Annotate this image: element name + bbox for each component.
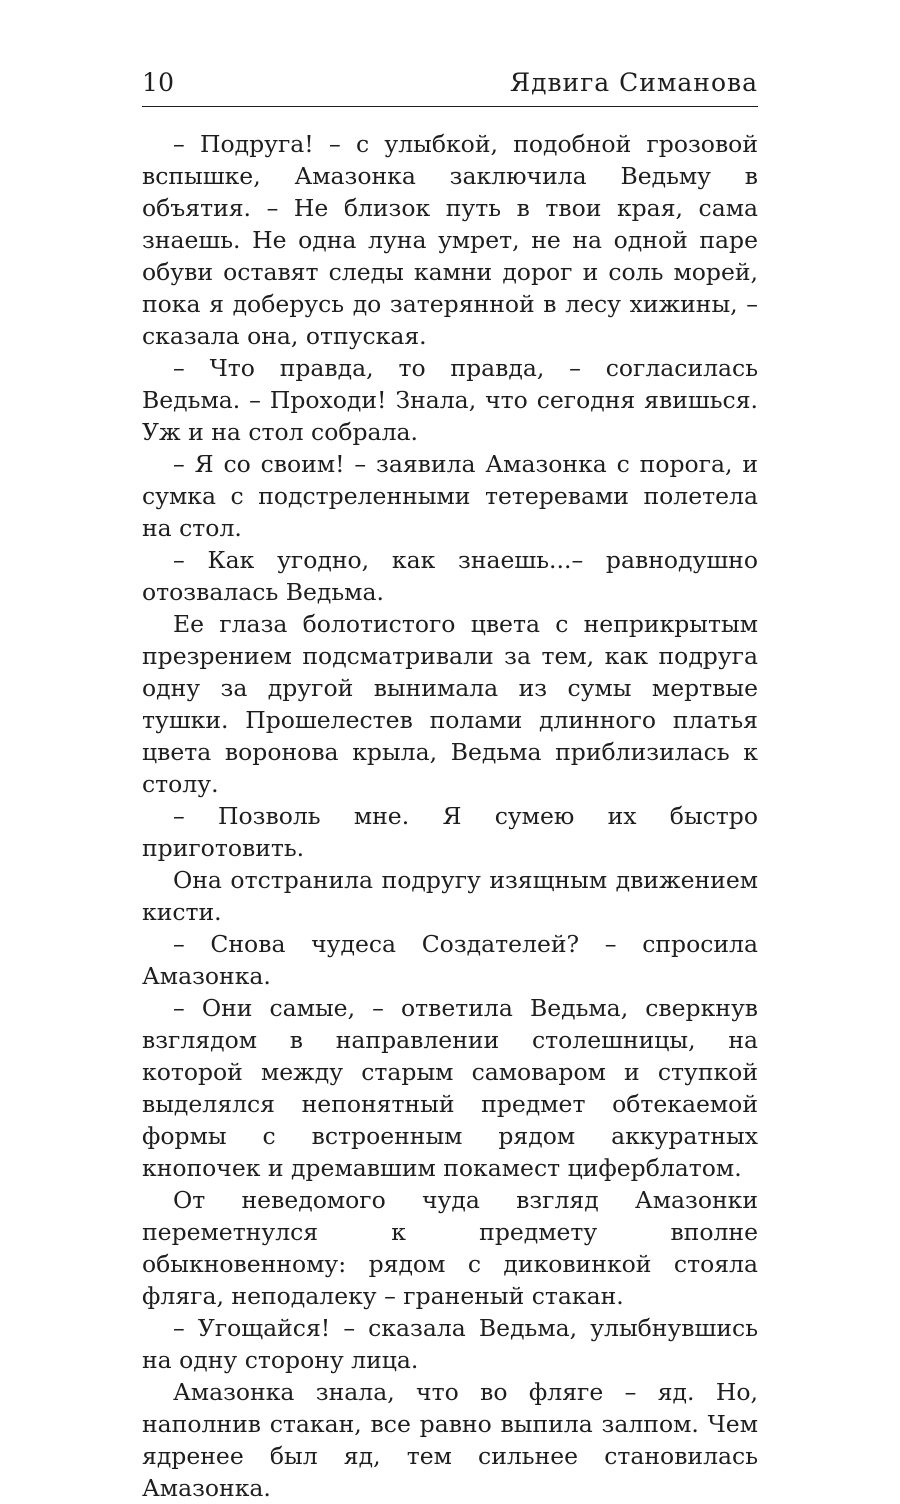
paragraph: – Как угодно, как знаешь...– равнодушно отозвалась Ведьма. xyxy=(142,546,758,606)
header-rule xyxy=(142,106,758,107)
author-name: Ядвига Симанова xyxy=(509,68,758,97)
paragraph: – Они самые, – ответила Ведьма, сверкнув взглядом в направлении столешницы, на которой между старым самоваром и ступкой выделялся непонятный предмет обтекаемой формы с встроенным рядом аккуратных кнопочек и дремавшим покамест циферблатом. xyxy=(142,994,758,1182)
paragraph: – Что правда, то правда, – согласилась Ведьма. – Проходи! Знала, что сегодня явишься. Уж и на стол собрала. xyxy=(142,354,758,446)
paragraph: – Позволь мне. Я сумею их быстро приготовить. xyxy=(142,802,758,862)
running-header xyxy=(142,64,758,104)
paragraph: Ее глаза болотистого цвета с неприкрытым презрением подсматривали за тем, как подруга одну за другой вынимала из сумы мертвые тушки. Прошелестев полами длинного платья цвета воронова крыла, Ведьма приблизилась к столу. xyxy=(142,610,758,798)
paragraph: Амазонка знала, что во фляге – яд. Но, наполнив стакан, все равно выпила залпом. Чем ядренее был яд, тем сильнее становилась Амазонка. xyxy=(142,1378,758,1502)
page-number: 10 xyxy=(142,68,175,97)
body-text xyxy=(142,128,758,1504)
paragraph: От неведомого чуда взгляд Амазонки переметнулся к предмету вполне обыкновенному: рядом с диковинкой стояла фляга, неподалеку – граненый стакан. xyxy=(142,1186,758,1310)
paragraph: – Угощайся! – сказала Ведьма, улыбнувшись на одну сторону лица. xyxy=(142,1314,758,1374)
paragraph: – Снова чудеса Создателей? – спросила Амазонка. xyxy=(142,930,758,990)
paragraph: – Я со своим! – заявила Амазонка с порога, и сумка с подстреленными тетеревами полетела на стол. xyxy=(142,450,758,542)
paragraph: Она отстранила подругу изящным движением кисти. xyxy=(142,866,758,926)
paragraph: – Подруга! – с улыбкой, подобной грозовой вспышке, Амазонка заключила Ведьму в объятия. – Не близок путь в твои края, сама знаешь. Не одна луна умрет, не на одной паре обуви оставят следы камни дорог и соль морей, пока я доберусь до затерянной в лесу хижины, – сказала она, отпуская. xyxy=(142,130,758,350)
